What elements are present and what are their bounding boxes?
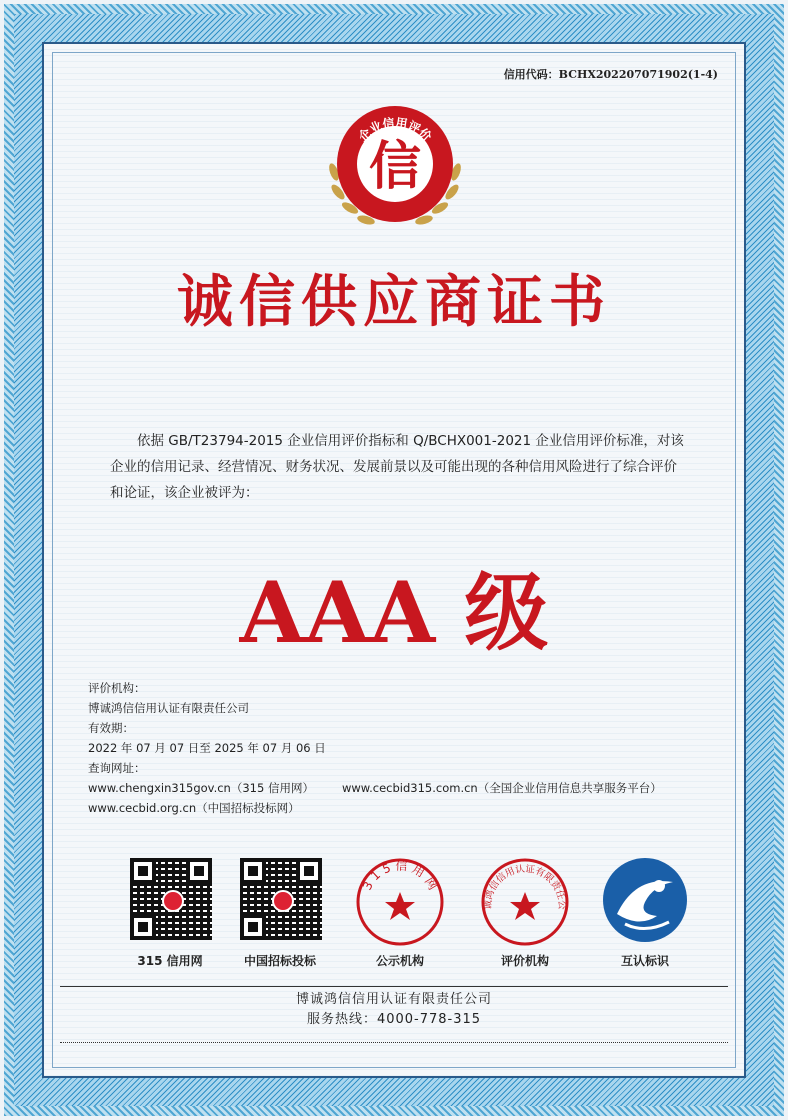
footer: [0, 990, 788, 1030]
credit-grade: AAA 级: [239, 563, 549, 662]
svg-text:3 1 5 信 用 网: 3 1 5 信 用 网: [359, 858, 441, 893]
validity-label: 有效期：: [88, 721, 134, 735]
publicity-stamp-icon: [350, 856, 450, 946]
badge-caption: 评价机构: [500, 954, 549, 968]
footer-dotted-divider: [60, 1042, 728, 1043]
badge-publicity: [350, 856, 450, 968]
query-sites-row: [88, 778, 662, 798]
badge-caption: 公示机构: [375, 954, 424, 968]
validity-value: 2022 年 07 月 07 日至 2025 年 07 月 06 日: [88, 741, 326, 755]
credit-code: 信用代码：BCHX202207071902(1-4): [503, 68, 718, 81]
qr-code-icon: [130, 858, 212, 940]
evaluator-stamp-icon: [475, 856, 575, 946]
mutual-recognition-logo-icon: [595, 856, 695, 946]
seal-arc-text: 企业信用评价: [355, 115, 435, 145]
org-name: 博诚鸿信信用认证有限责任公司: [88, 701, 249, 715]
site-link-2[interactable]: www.cecbid315.com.cn（全国企业信用信息共享服务平台）: [341, 781, 662, 795]
footer-hotline: 服务热线：4000-778-315: [306, 1012, 482, 1027]
badge-caption: 互认标识: [620, 954, 669, 968]
org-label: 评价机构：: [88, 681, 146, 695]
issuer-info: [88, 678, 662, 818]
site-link-3[interactable]: www.cecbid.org.cn（中国招标投标网）: [88, 801, 300, 815]
badge-mutual: [595, 856, 695, 968]
badge-evaluator: [475, 856, 575, 968]
certificate-title: 诚信供应商证书: [177, 270, 611, 335]
credit-rating-seal-icon: [322, 100, 468, 234]
query-label: 查询网址：: [88, 761, 146, 775]
qr-code-icon: [240, 858, 322, 940]
footer-company: 博诚鸿信信用认证有限责任公司: [295, 992, 492, 1007]
evaluation-statement: 依据 GB/T23794-2015 企业信用评价指标和 Q/BCHX001-2021 企业信用评价标准，对该企业的信用记录、经营情况、财务状况、发展前景以及可能出现的各种信用风险进行了综合评价和论证，该企业被评为：: [110, 433, 684, 501]
badge-caption: 315 信用网: [137, 954, 203, 968]
svg-text:博诚鸿信信用认证有限责任公司: 诚鸿信信用认证有限责任公: [482, 863, 568, 910]
site-link-1[interactable]: www.chengxin315gov.cn（315 信用网）: [88, 781, 314, 795]
footer-divider: [60, 986, 728, 987]
badge-row: [120, 856, 700, 974]
seal-center-char: 信: [368, 136, 422, 197]
badge-caption: 中国招标投标: [243, 954, 316, 968]
